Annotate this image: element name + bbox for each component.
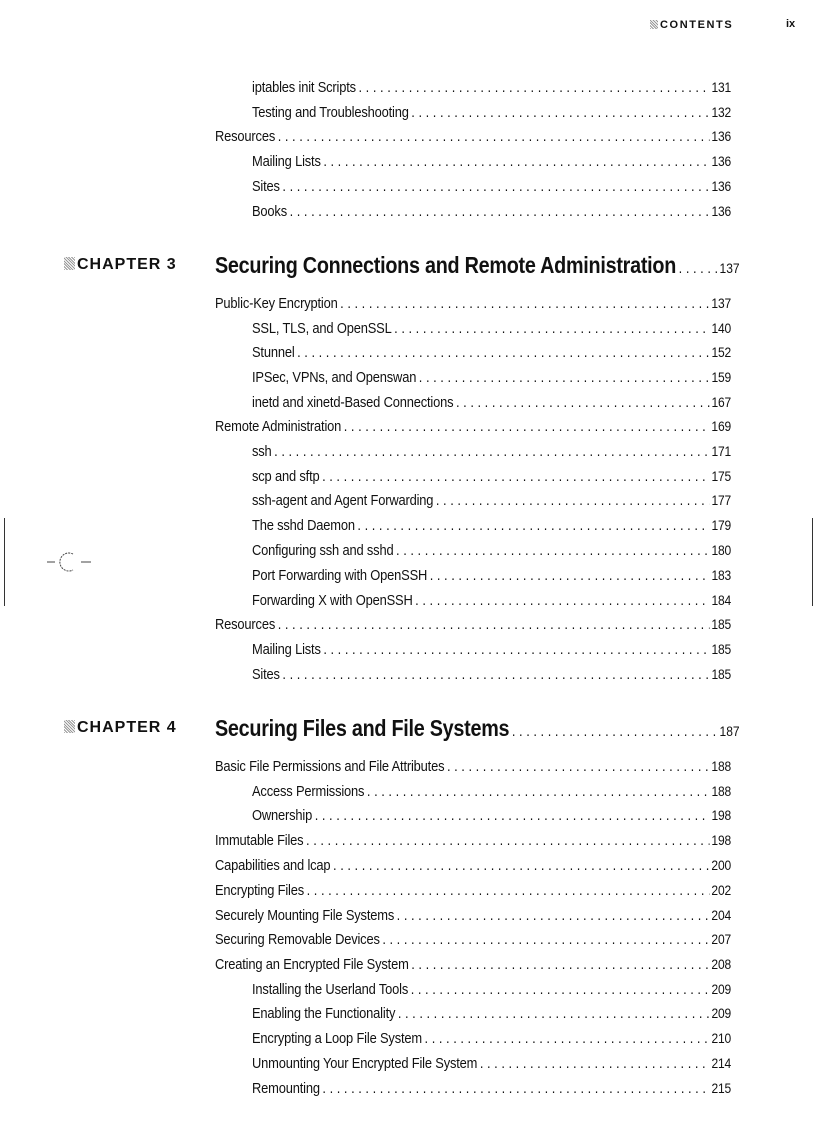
crop-mark-icon	[47, 548, 91, 576]
toc-entry[interactable]: Resources . . . 185	[215, 615, 731, 634]
binding-line-right	[812, 518, 813, 606]
chapter-label: CHAPTER 3	[64, 256, 177, 274]
toc-entry[interactable]: SSL, TLS, and OpenSSL . . . 140	[252, 319, 731, 338]
toc-entry[interactable]: Creating an Encrypted File System . . . 208	[215, 955, 731, 974]
pattern-marker-icon	[64, 720, 75, 733]
toc-entry[interactable]: Sites . . . 136	[252, 177, 731, 196]
toc-entry[interactable]: Configuring ssh and sshd . . . 180	[252, 541, 731, 560]
toc-entry[interactable]: Enabling the Functionality . . . 209	[252, 1004, 731, 1023]
toc-entry[interactable]: Remote Administration . . . 169	[215, 417, 731, 436]
toc-entry[interactable]: Books . . . 136	[252, 202, 731, 221]
toc-entry[interactable]: Encrypting a Loop File System . . . 210	[252, 1029, 731, 1048]
toc-entry[interactable]: Unmounting Your Encrypted File System . . . 214	[252, 1054, 731, 1073]
toc-entry[interactable]: iptables init Scripts . . . 131	[252, 78, 731, 97]
toc-entry[interactable]: Mailing Lists . . . 185	[252, 640, 731, 659]
toc-entry[interactable]: inetd and xinetd-Based Connections . . . 167	[252, 393, 731, 412]
toc-entry[interactable]: ssh . . . 171	[252, 442, 731, 461]
toc-entry[interactable]: scp and sftp . . . 175	[252, 467, 731, 486]
toc-entry[interactable]: Testing and Troubleshooting . . . 132	[252, 103, 731, 122]
chapter-title-entry[interactable]: Securing Files and File Systems . . . 187	[215, 715, 740, 742]
toc-entry[interactable]: Public-Key Encryption . . . 137	[215, 294, 731, 313]
toc-entry[interactable]: Access Permissions . . . 188	[252, 782, 731, 801]
running-head	[650, 19, 733, 31]
toc-entry[interactable]: Mailing Lists . . . 136	[252, 152, 731, 171]
toc-entry[interactable]: Stunnel . . . 152	[252, 343, 731, 362]
toc-entry[interactable]: Securely Mounting File Systems . . . 204	[215, 906, 731, 925]
toc-entry[interactable]: ssh-agent and Agent Forwarding . . . 177	[252, 491, 731, 510]
toc-entry[interactable]: IPSec, VPNs, and Openswan . . . 159	[252, 368, 731, 387]
toc-entry[interactable]: Forwarding X with OpenSSH . . . 184	[252, 591, 731, 610]
chapter-title-entry[interactable]: Securing Connections and Remote Administration . . . 137	[215, 252, 740, 279]
toc-entry[interactable]: The sshd Daemon . . . 179	[252, 516, 731, 535]
toc-entry[interactable]: Ownership . . . 198	[252, 806, 731, 825]
toc-entry[interactable]: Encrypting Files . . . 202	[215, 881, 731, 900]
toc-entry[interactable]: Sites . . . 185	[252, 665, 731, 684]
toc-entry[interactable]: Remounting . . . 215	[252, 1079, 731, 1098]
toc-entry[interactable]: Port Forwarding with OpenSSH . . . 183	[252, 566, 731, 585]
pattern-marker-icon	[64, 257, 75, 270]
toc-entry[interactable]: Capabilities and lcap . . . 200	[215, 856, 731, 875]
chapter-label: CHAPTER 4	[64, 719, 177, 737]
toc-entry[interactable]: Basic File Permissions and File Attributes . . . 188	[215, 757, 731, 776]
toc-entry[interactable]: Securing Removable Devices . . . 207	[215, 930, 731, 949]
toc-entry[interactable]: Immutable Files . . . 198	[215, 831, 731, 850]
toc-entry[interactable]: Resources . . . 136	[215, 127, 731, 146]
pattern-marker-icon	[650, 20, 658, 29]
toc-entry[interactable]: Installing the Userland Tools . . . 209	[252, 980, 731, 999]
page-number: ix	[786, 18, 796, 30]
binding-line-left	[4, 518, 5, 606]
running-title: CONTENTS	[660, 19, 734, 31]
